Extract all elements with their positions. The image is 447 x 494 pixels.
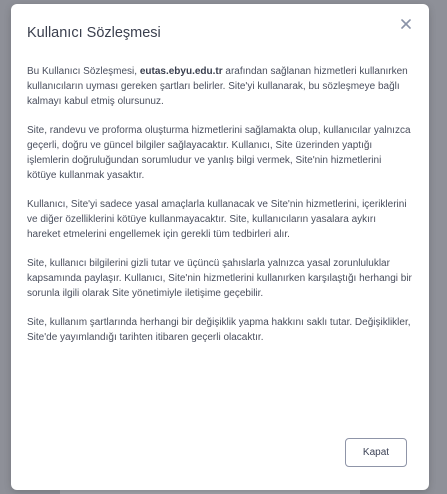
modal-title: Kullanıcı Sözleşmesi <box>27 25 161 41</box>
close-icon[interactable] <box>397 15 415 33</box>
modal-body <box>27 64 412 359</box>
agreement-paragraph-services: Site, randevu ve proforma oluşturma hizmetlerini sağlamakta olup, kullanıcılar yalnızca geçerli, doğru ve güncel bilgiler sağlayacaktır. Kullanıcı, Site üzerinden yaptığı işlemlerin doğruluğundan sorumludur ve yanlış bilgi vermek, Site'nin hizmetlerini kötüye kullanmak yasaktır. <box>27 125 411 181</box>
close-button[interactable]: Kapat <box>345 438 407 467</box>
agreement-paragraph-changes: Site, kullanım şartlarında herhangi bir değişiklik yapma hakkını saklı tutar. Değişiklikler, Site'de yayımlandığı tarihten itibaren geçerli olacaktır. <box>27 317 411 343</box>
agreement-paragraph-intro <box>27 64 412 109</box>
agreement-paragraph-usage: Kullanıcı, Site'yi sadece yasal amaçlarla kullanacak ve Site'nin hizmetlerini, içeriklerini ve diğer özelliklerini kötüye kullanmayacaktır. Site, kullanıcıların yasalara aykırı hareket etmelerini engellemek için gerekli tüm tedbirleri alır. <box>27 199 407 240</box>
intro-text-end: arafından sağlanan hizmetleri kullanırken kullanıcıların uyması gereken şartları belirler. Site'yi kullanarak, bu sözleşmeye bağlı kalmayı kabul etmiş olursunuz. <box>27 66 408 107</box>
site-domain: eutas.ebyu.edu.tr <box>139 66 223 77</box>
intro-text-start: Bu Kullanıcı Sözleşmesi, <box>27 66 140 77</box>
agreement-paragraph-privacy: Site, kullanıcı bilgilerini gizli tutar ve üçüncü şahıslarla yalnızca yasal zorunluluklar kapsamında paylaşır. Kullanıcı, Site'nin hizmetlerini kullanırken karşılaştığı herhangi bir sorunla ilgili olarak Site yönetimiyle iletişime geçebilir. <box>27 258 412 299</box>
user-agreement-modal <box>11 4 429 490</box>
